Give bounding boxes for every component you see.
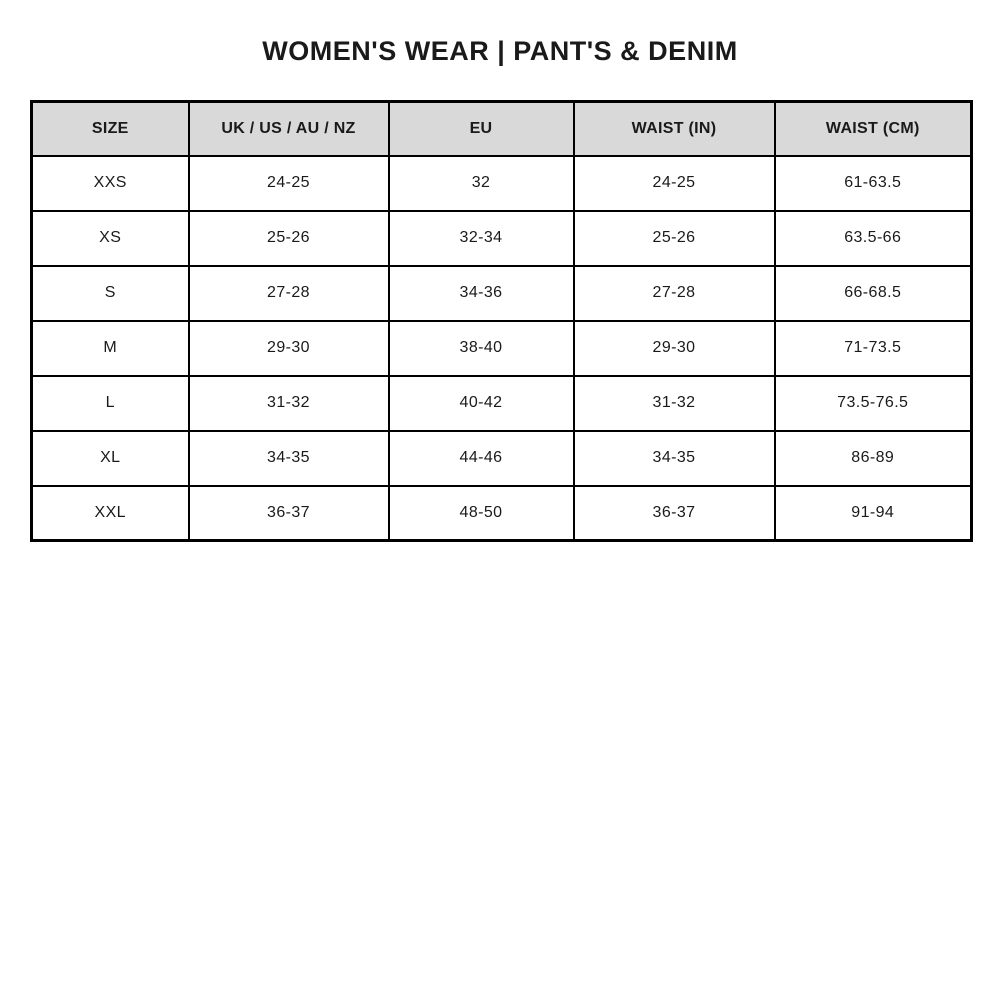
cell-size: XS xyxy=(32,211,189,266)
column-header-size: SIZE xyxy=(32,102,189,156)
column-header-waist-in: WAIST (IN) xyxy=(574,102,775,156)
table-row-xxl xyxy=(32,486,972,541)
cell-uk-us: 27-28 xyxy=(189,266,389,321)
table-row-s xyxy=(32,266,972,321)
cell-waist-cm: 63.5-66 xyxy=(775,211,972,266)
cell-eu: 32-34 xyxy=(389,211,574,266)
table-row-xs xyxy=(32,211,972,266)
cell-waist-cm: 91-94 xyxy=(775,486,972,541)
cell-eu: 34-36 xyxy=(389,266,574,321)
table-row-xxs xyxy=(32,156,972,211)
cell-waist-in: 25-26 xyxy=(574,211,775,266)
cell-size: XXS xyxy=(32,156,189,211)
table-header-row xyxy=(32,102,972,156)
cell-eu: 32 xyxy=(389,156,574,211)
cell-size: M xyxy=(32,321,189,376)
cell-size: L xyxy=(32,376,189,431)
cell-uk-us: 31-32 xyxy=(189,376,389,431)
column-header-waist-cm: WAIST (CM) xyxy=(775,102,972,156)
size-chart-table xyxy=(30,100,973,542)
cell-uk-us: 25-26 xyxy=(189,211,389,266)
cell-waist-cm: 61-63.5 xyxy=(775,156,972,211)
cell-waist-cm: 73.5-76.5 xyxy=(775,376,972,431)
column-header-eu: EU xyxy=(389,102,574,156)
cell-waist-in: 36-37 xyxy=(574,486,775,541)
cell-uk-us: 36-37 xyxy=(189,486,389,541)
cell-waist-cm: 86-89 xyxy=(775,431,972,486)
cell-waist-cm: 66-68.5 xyxy=(775,266,972,321)
cell-uk-us: 24-25 xyxy=(189,156,389,211)
cell-eu: 44-46 xyxy=(389,431,574,486)
column-header-uk-us-au-nz: UK / US / AU / NZ xyxy=(189,102,389,156)
cell-uk-us: 29-30 xyxy=(189,321,389,376)
cell-waist-cm: 71-73.5 xyxy=(775,321,972,376)
page-title: WOMEN'S WEAR | PANT'S & DENIM xyxy=(262,36,738,66)
cell-waist-in: 27-28 xyxy=(574,266,775,321)
cell-uk-us: 34-35 xyxy=(189,431,389,486)
cell-size: S xyxy=(32,266,189,321)
cell-waist-in: 24-25 xyxy=(574,156,775,211)
cell-size: XXL xyxy=(32,486,189,541)
cell-waist-in: 29-30 xyxy=(574,321,775,376)
cell-eu: 40-42 xyxy=(389,376,574,431)
cell-eu: 38-40 xyxy=(389,321,574,376)
cell-waist-in: 31-32 xyxy=(574,376,775,431)
table-row-l xyxy=(32,376,972,431)
table-row-m xyxy=(32,321,972,376)
cell-waist-in: 34-35 xyxy=(574,431,775,486)
cell-size: XL xyxy=(32,431,189,486)
table-row-xl xyxy=(32,431,972,486)
cell-eu: 48-50 xyxy=(389,486,574,541)
